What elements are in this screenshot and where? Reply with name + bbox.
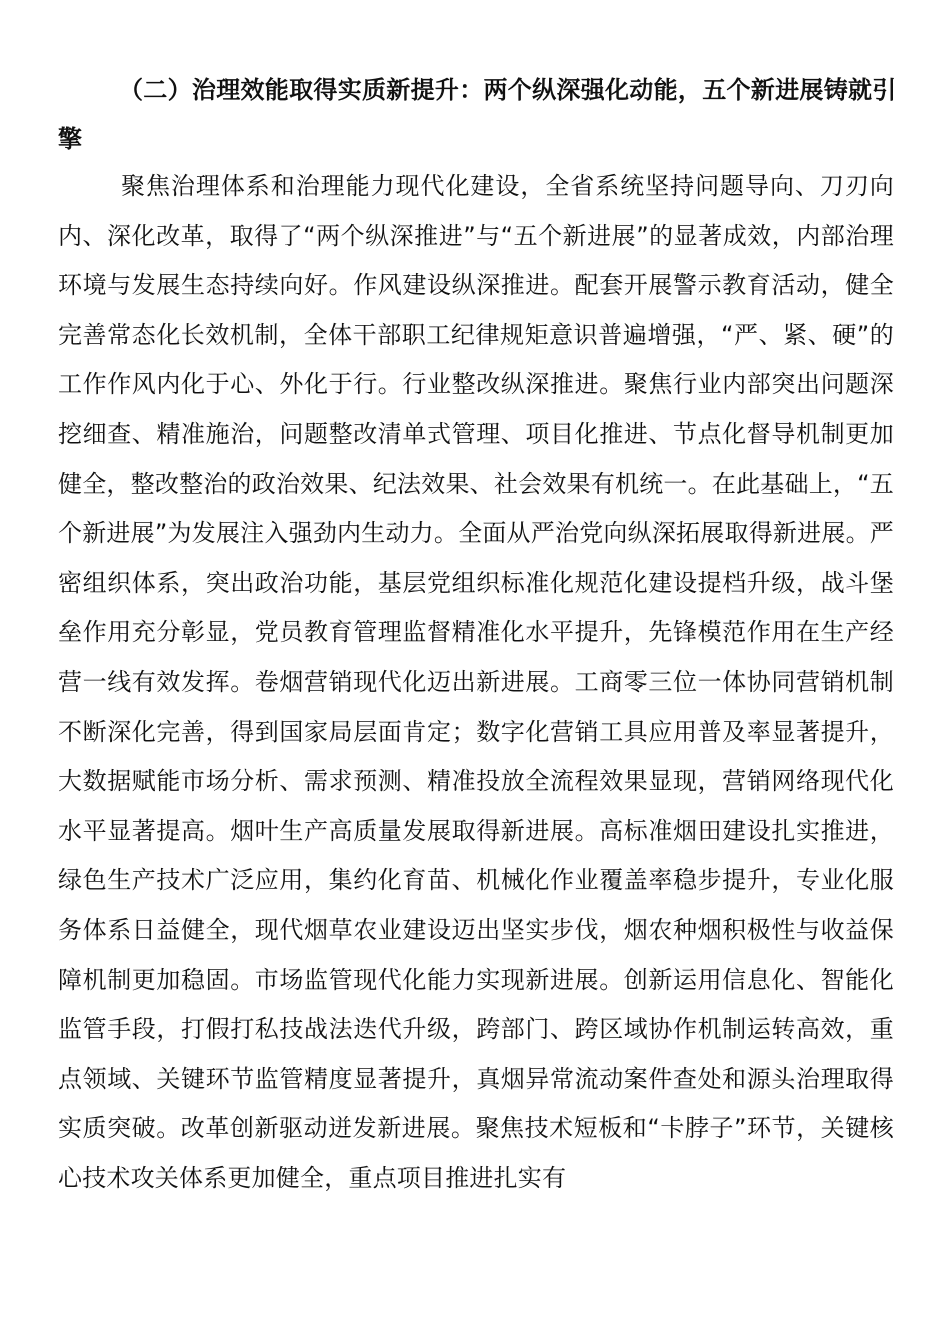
body-paragraph: 聚焦治理体系和治理能力现代化建设，全省系统坚持问题导向、刀刃向内、深化改革，取得了“两个纵深推进”与“五个新进展”的显著成效，内部治理环境与发展生态持续向好。作风建设纵深推进。配套开展警示教育活动，健全完善常态化长效机制，全体干部职工纪律规矩意识普遍增强，“严、紧、硬”的工作作风内化于心、外化于行。行业整改纵深推进。聚焦行业内部突出问题深挖细查、精准施治，问题整改清单式管理、项目化推进、节点化督导机制更加健全，整改整治的政治效果、纪法效果、社会效果有机统一。在此基础上，“五个新进展”为发展注入强劲内生动力。全面从严治党向纵深拓展取得新进展。严密组织体系，突出政治功能，基层党组织标准化规范化建设提档升级，战斗堡垒作用充分彰显，党员教育管理监督精准化水平提升，先锋模范作用在生产经营一线有效发挥。卷烟营销现代化迈出新进展。工商零三位一体协同营销机制不断深化完善，得到国家局层面肯定；数字化营销工具应用普及率显著提升，大数据赋能市场分析、需求预测、精准投放全流程效果显现，营销网络现代化水平显著提高。烟叶生产高质量发展取得新进展。高标准烟田建设扎实推进，绿色生产技术广泛应用，集约化育苗、机械化作业覆盖率稳步提升，专业化服务体系日益健全，现代烟草农业建设迈出坚实步伐，烟农种烟积极性与收益保障机制更加稳固。市场监管现代化能力实现新进展。创新运用信息化、智能化监管手段，打假打私技战法迭代升级，跨部门、跨区域协作机制运转高效，重点领域、关键环节监管精度显著提升，真烟异常流动案件查处和源头治理取得实质突破。改革创新驱动迸发新进展。聚焦技术短板和“卡脖子”环节，关键核心技术攻关体系更加健全，重点项目推进扎实有 <box>58 172 894 1192</box>
section-heading: （二）治理效能取得实质新提升：两个纵深强化动能，五个新进展铸就引擎 <box>58 76 897 153</box>
